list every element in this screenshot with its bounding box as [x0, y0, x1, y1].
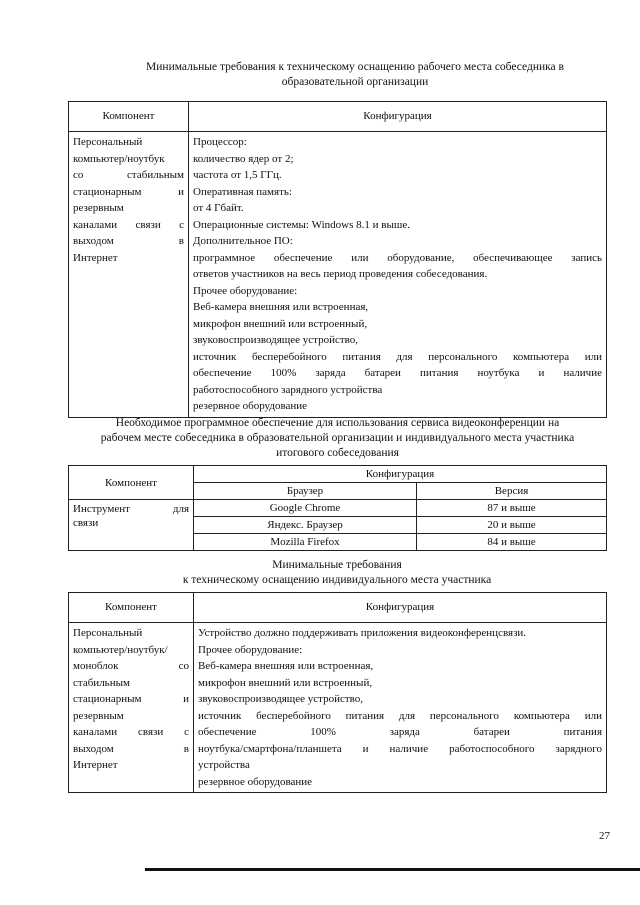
- config-line: источник бесперебойного питания для персонального компьютера или: [198, 709, 602, 722]
- component-line: каналами связи с: [73, 726, 189, 738]
- section3-title-line: к техническому оснащению индивидуального места участника: [182, 574, 492, 586]
- version-yandex: 20 и выше: [417, 517, 607, 534]
- section2-title-line: рабочем месте собеседника в образовательной организации и индивидуального места участника: [100, 432, 575, 444]
- config-line: Веб-камера внешняя или встроенная,: [198, 660, 374, 672]
- config-line: программное обеспечение или оборудование, обеспечивающее запись: [193, 251, 602, 264]
- header-component: Компонент: [69, 466, 194, 500]
- config-line: Прочее оборудование:: [193, 284, 298, 297]
- section1-title-line: Минимальные требования к техническому оснащению рабочего места собеседника в: [146, 61, 564, 73]
- config-line: резервное оборудование: [198, 775, 313, 788]
- config-line: обеспечение 100% заряда батареи питания ноутбука и наличие: [193, 367, 602, 379]
- component-line: выходом в: [73, 742, 189, 755]
- browser-yandex: Яндекс. Браузер: [194, 517, 417, 534]
- component-line: Интернет: [73, 251, 118, 264]
- component-line: компьютер/ноутбук: [73, 152, 165, 165]
- section3-title-line: Минимальные требования: [272, 559, 402, 571]
- config-line: от 4 Гбайт.: [193, 202, 244, 214]
- component-line: Персональный: [73, 627, 143, 639]
- bottom-rule: [145, 868, 640, 871]
- component-line: стационарным и: [73, 693, 189, 705]
- browser-chrome: Google Chrome: [194, 500, 417, 517]
- config-line: Дополнительное ПО:: [193, 235, 293, 247]
- config-line: Веб-камера внешняя или встроенная,: [193, 301, 369, 313]
- section2-title-line: Необходимое программное обеспечение для использования сервиса видеоконференции на: [115, 417, 560, 429]
- participant-requirements-table: [68, 592, 607, 793]
- section3-title: [68, 558, 606, 588]
- workplace-requirements-table: [68, 101, 607, 418]
- version-firefox: 84 и выше: [417, 534, 607, 551]
- page-number: 27: [599, 830, 610, 842]
- component-line: моноблок со: [73, 660, 189, 672]
- config-line: ответов участников на весь период проведения собеседования.: [193, 268, 488, 280]
- component-line: Персональный: [73, 136, 143, 148]
- header-configuration: Конфигурация: [194, 593, 607, 623]
- software-table: [68, 465, 607, 551]
- component-line: выходом в: [73, 235, 184, 247]
- component-line: со стабильным: [73, 169, 184, 181]
- component-cell: [69, 623, 194, 793]
- section2-title: [55, 416, 620, 461]
- config-line: звуковоспроизводящее устройство,: [198, 693, 364, 705]
- header-configuration: Конфигурация: [189, 102, 607, 132]
- header-version: Версия: [417, 483, 607, 500]
- component-line: стационарным и: [73, 185, 184, 198]
- header-browser: Браузер: [194, 483, 417, 500]
- configuration-cell: [194, 623, 607, 793]
- config-line: количество ядер от 2;: [193, 152, 294, 165]
- config-line: частота от 1,5 ГГц.: [193, 169, 282, 181]
- component-line: резервным: [73, 709, 124, 722]
- configuration-cell: [189, 132, 607, 418]
- config-line: Операционные системы: Windows 8.1 и выше.: [193, 218, 410, 231]
- version-chrome: 87 и выше: [417, 500, 607, 517]
- component-line: связи: [73, 517, 99, 529]
- config-line: микрофон внешний или встроенный,: [193, 317, 368, 330]
- config-line: микрофон внешний или встроенный,: [198, 676, 373, 689]
- config-line: Оперативная память:: [193, 185, 292, 198]
- browser-firefox: Mozilla Firefox: [194, 534, 417, 551]
- component-line: компьютер/ноутбук/: [73, 643, 168, 656]
- component-line: каналами связи с: [73, 218, 184, 231]
- component-cell: [69, 132, 189, 418]
- config-line: Процессор:: [193, 136, 247, 148]
- header-component: Компонент: [69, 102, 189, 132]
- config-line: Прочее оборудование:: [198, 643, 303, 656]
- config-line: Устройство должно поддерживать приложения видеоконференцсвязи.: [198, 627, 527, 639]
- component-line: стабильным: [73, 676, 130, 689]
- section1-title-line: образовательной организации: [281, 76, 429, 88]
- component-line: Инструмент для: [73, 503, 189, 515]
- section1-title: [60, 60, 640, 90]
- section2-title-line: итогового собеседования: [276, 447, 399, 459]
- config-line: резервное оборудование: [193, 400, 308, 412]
- config-line: работоспособного зарядного устройства: [193, 383, 383, 396]
- header-component: Компонент: [69, 593, 194, 623]
- config-line: обеспечение 100% заряда батареи питания: [198, 726, 602, 738]
- component-line: Интернет: [73, 759, 118, 771]
- header-configuration: Конфигурация: [194, 466, 607, 483]
- config-line: источник бесперебойного питания для персонального компьютера или: [193, 350, 602, 363]
- config-line: звуковоспроизводящее устройство,: [193, 334, 359, 346]
- config-line: ноутбука/смартфона/планшета и наличие работоспособного зарядного: [198, 742, 602, 755]
- config-line: устройства: [198, 759, 250, 771]
- component-cell: [69, 500, 194, 551]
- component-line: резервным: [73, 202, 124, 214]
